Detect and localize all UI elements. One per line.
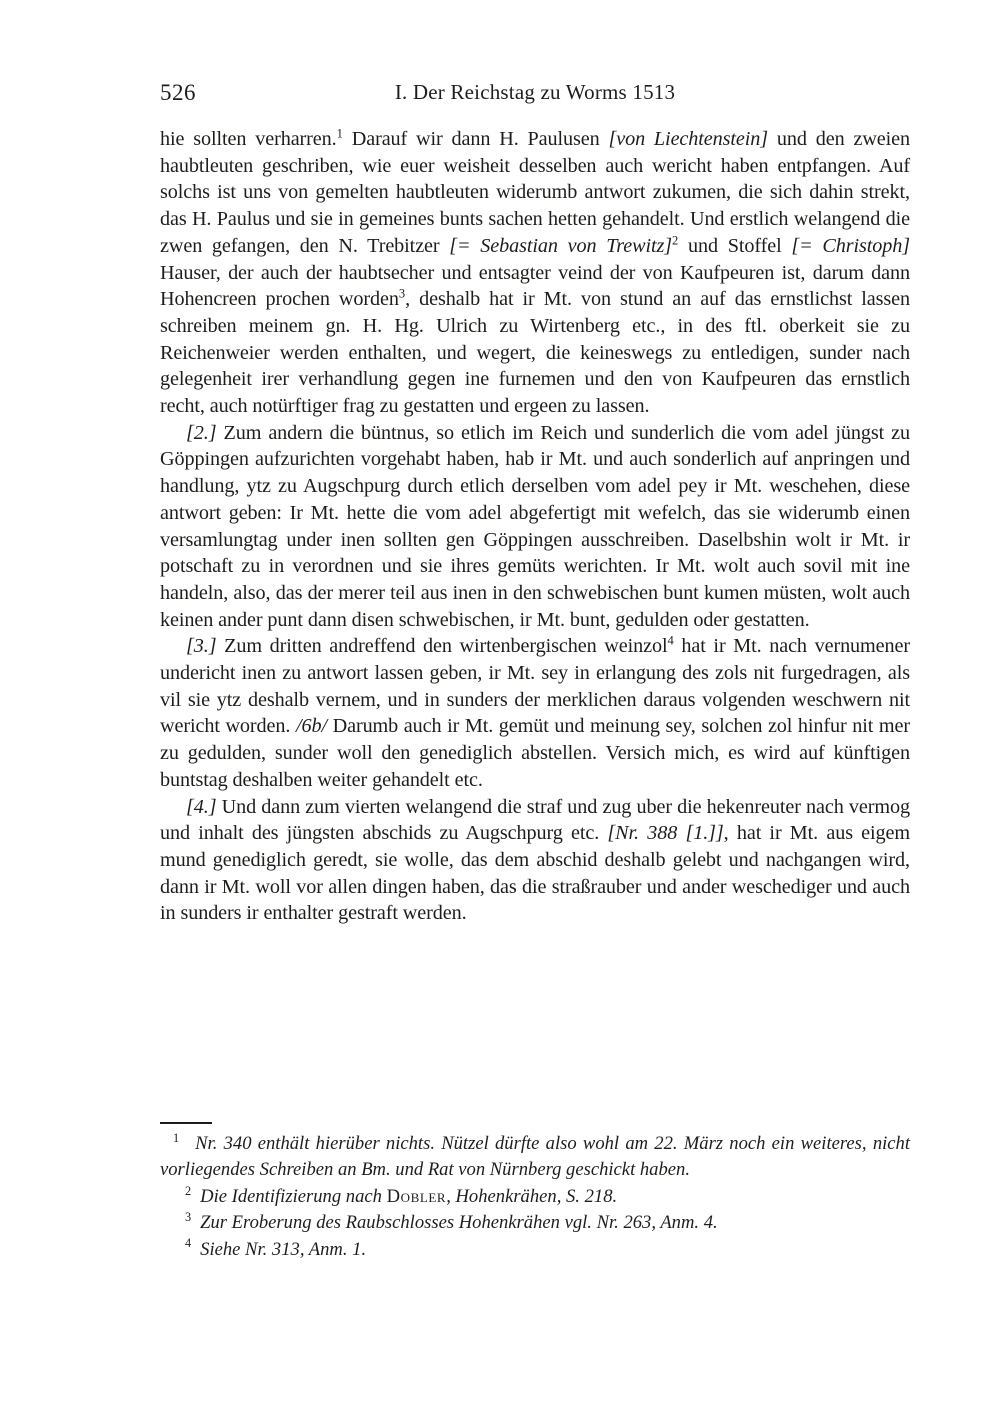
footnote-item [160,1210,910,1236]
text-segment: Hauser, der auch der haubtsecher und entsagter veind der von Kaufpeuren ist, darum dann Hohencreen prochen worden [160,261,910,311]
text-segment: hat ir Mt. nach vernumener undericht inen zu antwort lassen geben, ir Mt. sey in erlangung des zols nit furgedragen, als vil sie ytz deshalb vernem, und in sunders der merklichen daraus volgenden weschwern nit wericht worden. [160,635,910,738]
footnote-item [160,1237,910,1263]
page-number: 526 [160,80,196,105]
footnote-reference: 2 [672,233,679,248]
running-header-title: I. Der Reichstag zu Worms 1513 [394,80,676,104]
footnote-separator-rule [160,1122,212,1124]
text-segment: Die Identifizierung nach [200,1185,387,1207]
footnote-reference: 4 [667,633,674,648]
text-segment: , deshalb hat ir Mt. von stund an auf das ernstlichst lassen schreiben meinem gn. H. Hg. Ulrich zu Wirtenberg etc., in des ftl. oberkeit sie zu Reichenweier werden enthalten, und wegert, die keineswegs zu entledigen, sunder nach gelegenheit irer verhandlung gegen ine furnemen und den von Kaufpeuren das ernstlich recht, auch notürftiger frag zu gestatten und ergeen zu lassen. [160,288,911,418]
text-segment: [von Liechtenstein] [608,128,769,150]
footnote-marker: 3 [185,1210,192,1225]
text-segment: [= Christoph] [791,234,910,257]
text-segment: , Hohenkrähen, S. 218. [446,1185,618,1207]
text-segment: [3.] [186,635,217,658]
text-segment: Zum dritten andreffend den wirtenbergischen weinzol [216,635,668,658]
text-segment: [4.] [186,795,217,818]
text-segment: hie sollten verharren. [160,128,337,150]
text-segment: und den zweien haubtleuten geschriben, wie euer weisheit desselben auch wericht haben entpfangen. Auf solchs ist uns von gemelten haubtleuten widerumb antwort zukumen, die sich dahin strekt, das H. Paulus und sie in gemeines bunts sachen hetten gehandelt. Und erstlich welangend die zwen gefangen, den N. Trebitzer [160,128,911,257]
text-segment: und Stoffel [678,234,792,257]
text-segment: , hat ir Mt. aus eigem mund genediglich geredt, sie wolle, das dem abschid deshalb gelebt und nachgangen wird, dann ir Mt. woll vor allen dingen haben, das die straßrauber und ander weschediger und auch in sunders ir enthalter gestraft werden. [160,822,911,925]
text-segment: [2.] [186,421,217,444]
text-segment: [= Sebastian von Trewitz] [449,234,672,257]
text-segment: /6b/ [295,715,327,738]
text-segment: [Nr. 388 [1.]] [607,822,724,845]
running-header-row [160,80,910,108]
footnotes-block [160,1131,910,1263]
footnote-reference: 3 [398,286,406,301]
paragraph [160,420,910,634]
footnote-marker: 2 [185,1183,192,1198]
footnote-marker: 1 [173,1130,180,1145]
body-text [160,126,910,927]
text-segment: Nr. 340 enthält hierüber nichts. Nützel dürfte also wohl am 22. März noch ein weiteres, nicht vorliegendes Schreiben an Bm. und Rat von Nürnberg geschickt haben. [160,1133,910,1181]
text-segment: Dobler [386,1185,447,1207]
text-segment: Zum andern die büntnus, so etlich im Reich und sunderlich die vom adel jüngst zu Göppingen aufzurichten vorgehabt haben, hab ir Mt. und auch sonderlich auf anpringen und handlung, ytz zu Augschpurg durch etlich derselben vom adel pey ir Mt. weschehen, diese antwort geben: Ir Mt. hette die vom adel abgefertigt mit wefelch, das sie widerumb einen versamlungtag under inen sollten gen Göppingen ausschreiben. Daselbshin wolt ir Mt. ir potschaft zu in verordnen und sie ihres gemüts werichten. Ir Mt. wolt auch sovil mit ine handeln, also, das der merer teil aus inen in den schwebischen bunt kumen müsten, wolt auch keinen ander punt dann disen schwebischen, ir Mt. bunt, gedulden oder gestatten. [160,421,910,631]
paragraph [160,794,910,928]
paragraph [160,633,910,793]
text-segment: Siehe Nr. 313, Anm. 1. [200,1238,367,1260]
text-segment: Und dann zum vierten welangend die straf und zug uber die hekenreuter nach vermog und inhalt des jüngsten abschids zu Augschpurg etc. [160,795,910,845]
footnote-item [160,1184,910,1210]
footnote-marker: 4 [185,1236,192,1251]
text-segment: Darumb auch ir Mt. gemüt und meinung sey, solchen zol hinfur nit mer zu gedulden, sunder woll den genediglich abstellen. Versich mich, es wird auf künftigen buntstag deshalben weiter gehandelt etc. [160,715,910,791]
paragraph [160,126,910,420]
text-segment: Zur Eroberung des Raubschlosses Hohenkrähen vgl. Nr. 263, Anm. 4. [200,1212,718,1234]
text-segment: Darauf wir dann H. Paulusen [342,128,609,150]
footnote-item [160,1131,910,1184]
footnote-reference: 1 [336,126,343,141]
